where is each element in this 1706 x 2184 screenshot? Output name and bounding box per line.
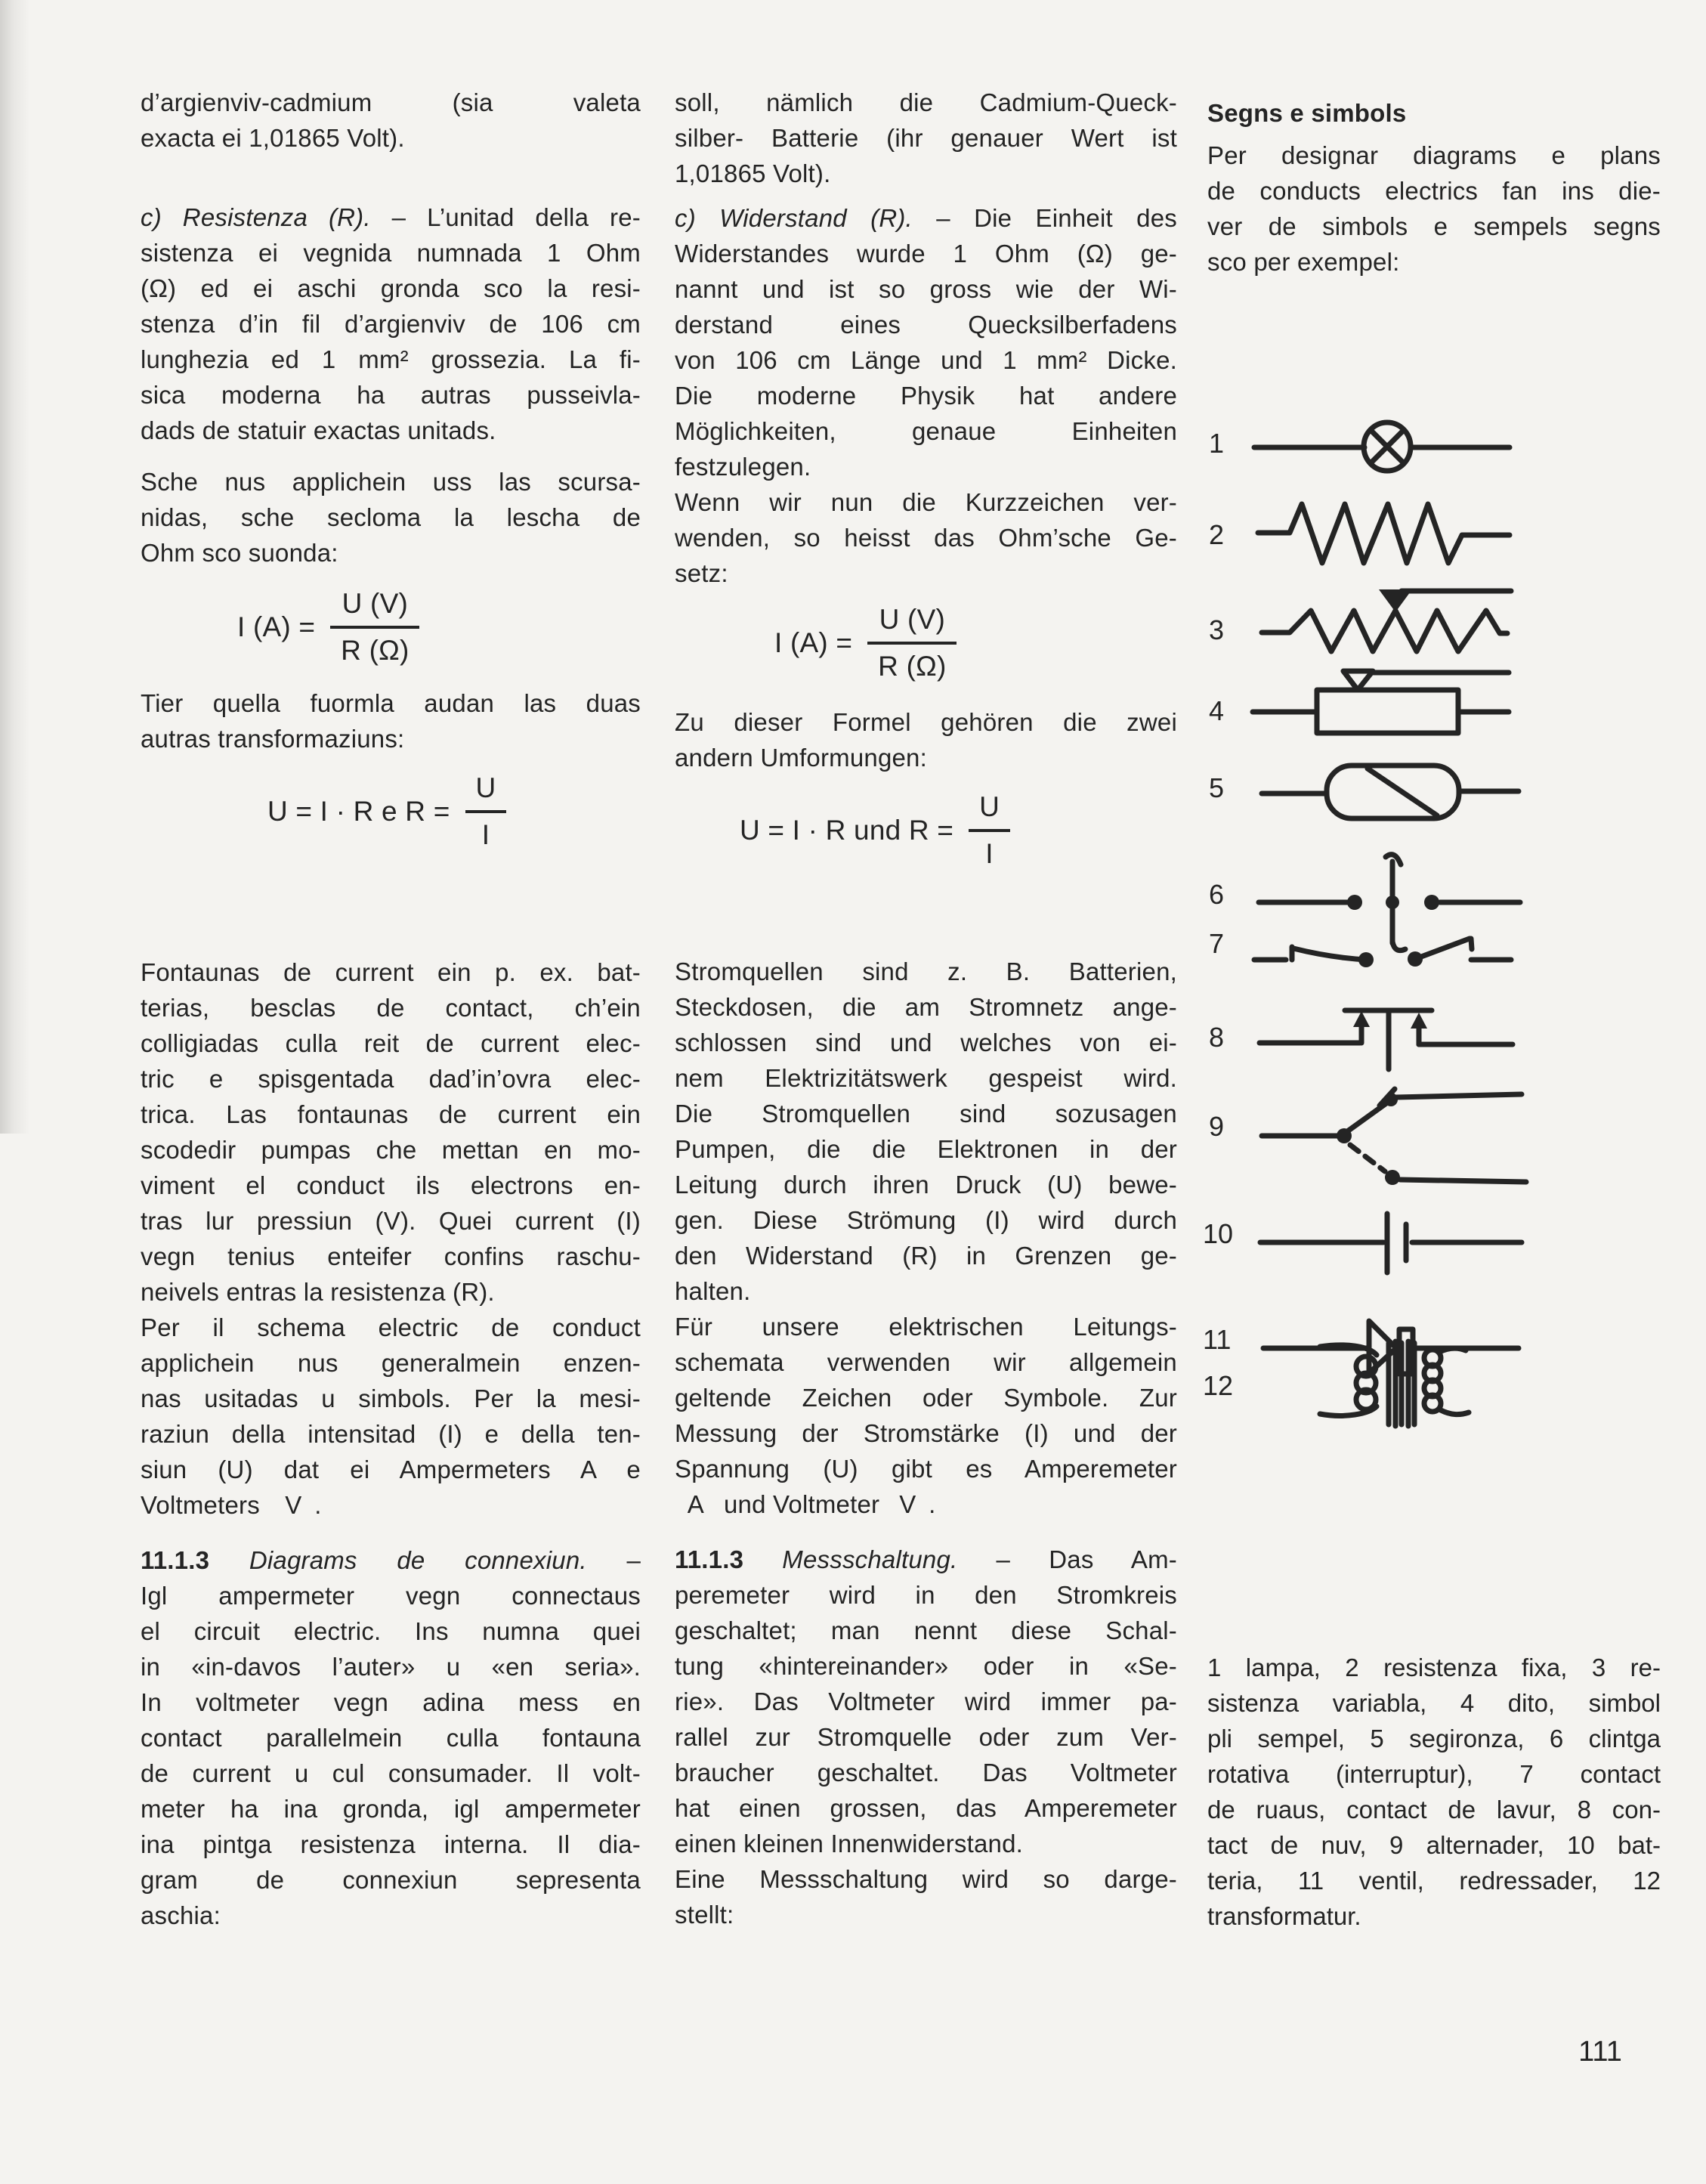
text-line: sistenza variabla, 4 dito, simbol [1207, 1689, 1661, 1717]
symbol-number-3: 3 [1209, 614, 1225, 645]
text-line: Möglichkeiten, genaue Einheiten [675, 417, 1177, 445]
text-line: silber- Batterie (ihr genauer Wert ist [675, 124, 1177, 152]
text-line: Ohm sco suonda: [141, 539, 338, 567]
symbol-number-1: 1 [1209, 428, 1225, 459]
text-line: wenden, so heisst das Ohm’sche Ge- [675, 524, 1177, 552]
text-line: Tier quella fuormla audan las duas [141, 689, 641, 717]
text-line: Leitung durch ihren Druck (U) bewe- [675, 1171, 1177, 1199]
text-line: Die moderne Physik hat andere [675, 382, 1177, 410]
paragraph-resistenza: c) Resistenza (R). – L’unitad della re- sistenza ei vegnida numnada 1 Ohm (Ω) ed ei aschi gronda sco la resi- stenza d’in fil d’argienviv de 106 cm lunghezia ed 1 mm² grossezia. La fi- sica moderna ha autras pusseivla- dads de statuir exactas unitads. [141, 200, 641, 448]
text-line: nem Elektrizitätswerk gespeist wird. [675, 1064, 1177, 1092]
text-line: teria, 11 ventil, redressader, 12 [1207, 1867, 1661, 1895]
text-line: lunghezia ed 1 mm² grossezia. La fi- [141, 345, 641, 373]
text-line: gram de connexiun sepresenta [141, 1866, 641, 1894]
text-line: geschaltet; man nennt diese Schal- [675, 1616, 1177, 1644]
symbol-number-4: 4 [1209, 695, 1225, 726]
section-11-1-3-romansh: 11.1.3 Diagrams de connexiun. – Igl ampermeter vegn connectaus el circuit electric. Ins numna quei in «in-davos l’auter» u «en seria». In voltmeter vegn adina mess en contact parallelmein culla fontauna de current u cul consumader. Il volt- meter ha ina gronda, igl ampermeter ina pintga resistenza interna. Il dia- gram de connexiun sepresenta aschia: [141, 1542, 641, 1933]
text-line: exacta ei 1,01865 Volt). [141, 124, 405, 152]
text-line: Per il schema electric de conduct [141, 1313, 641, 1341]
text-line: hat einen grossen, das Amperemeter [675, 1794, 1177, 1822]
text-line: geltende Zeichen oder Symbole. Zur [675, 1384, 1177, 1412]
text-line: de conducts electrics fan ins die- [1207, 177, 1661, 205]
text-line: Für unsere elektrischen Leitungs- [675, 1313, 1177, 1341]
text-line: tras lur pressiun (V). Quei current (I) [141, 1207, 641, 1235]
text-line: halten. [675, 1277, 751, 1305]
text-line: andern Umformungen: [675, 744, 927, 772]
text-line: Igl ampermeter vegn connectaus [141, 1582, 641, 1610]
transformer-icon [1247, 1334, 1534, 1436]
text-line: de ruaus, contact de lavur, 8 con- [1207, 1796, 1661, 1824]
formula-lhs: U = I · R e R = [267, 796, 450, 827]
text-line: terias, besclas de contact, ch’ein [141, 994, 641, 1022]
variable-resistor-icon [1247, 582, 1534, 657]
italic-lead: c) Resistenza (R). [141, 203, 371, 231]
section-number: 11.1.3 [675, 1545, 744, 1573]
text-line: (Ω) ed ei aschi gronda sco la resi- [141, 274, 641, 302]
text-line: stenza d’in fil d’argienviv de 106 cm [141, 310, 641, 338]
text-line: Voltmeters V . [141, 1491, 322, 1519]
symbol-number-7: 7 [1209, 928, 1225, 959]
battery-icon [1247, 1194, 1534, 1281]
text-line: rie». Das Voltmeter wird immer pa- [675, 1687, 1177, 1715]
symbol-number-6: 6 [1209, 879, 1225, 910]
lamp-icon [1247, 417, 1534, 481]
text-line: Stromquellen sind z. B. Batterien, [675, 957, 1177, 985]
text-line: gen. Diese Strömung (I) wird durch [675, 1206, 1177, 1234]
fraction: $\frac{U (V)}{R (\Omega)}$ [867, 603, 957, 683]
symbol-number-11: 11 [1203, 1324, 1232, 1355]
text-line: einen kleinen Innenwiderstand. [675, 1830, 1023, 1858]
text-line: applichein nus generalmein enzen- [141, 1349, 641, 1377]
symbol-number-8: 8 [1209, 1022, 1225, 1053]
symbol-number-10: 10 [1203, 1218, 1234, 1249]
paragraph-widerstand: c) Widerstand (R). – Die Einheit des Widerstandes wurde 1 Ohm (Ω) ge- nannt und ist so gross wie der Wi- derstand eines Quecksilberfadens von 106 cm Länge und 1 mm² Dicke. Die moderne Physik hat andere Möglichkeiten, genaue Einheiten festzulegen. [675, 200, 1177, 484]
text-line: Eine Messschaltung wird so darge- [675, 1865, 1177, 1893]
text-line: Spannung (U) gibt es Amperemeter [675, 1455, 1177, 1483]
symbol-number-2: 2 [1209, 519, 1225, 550]
text-line: nannt und ist so gross wie der Wi- [675, 275, 1177, 303]
potentiometer-icon [1247, 661, 1534, 741]
section-11-1-3-german: 11.1.3 Messschaltung. – Das Am- peremeter wird in den Stromkreis geschaltet; man nennt diese Schal- tung «hintereinander» oder in «Se- rie». Das Voltmeter wird immer pa- rallel zur Stromquelle oder zum Ver- braucher geschaltet. Das Voltmeter hat einen grossen, das Amperemeter einen kleinen Innenwiderstand. [675, 1542, 1177, 1861]
text-line: braucher geschaltet. Das Voltmeter [675, 1759, 1177, 1786]
text-line: 1,01865 Volt). [675, 159, 831, 187]
text-line: sco per exempel: [1207, 248, 1400, 276]
text-line: peremeter wird in den Stromkreis [675, 1581, 1177, 1609]
text-line: von 106 cm Länge und 1 mm² Dicke. [675, 346, 1177, 374]
text-line: stellt: [675, 1901, 734, 1929]
text-line: el circuit electric. Ins numna quei [141, 1617, 641, 1645]
text-line: Fontaunas de current ein p. ex. bat- [141, 958, 641, 986]
section-title: Messschaltung. [743, 1545, 958, 1573]
text-line: viment el conduct ils electrons en- [141, 1171, 641, 1199]
rest-contact-icon [1247, 926, 1534, 986]
text-line: neivels entras la resistenza (R). [141, 1278, 495, 1306]
symbols-heading: Segns e simbols [1207, 99, 1407, 127]
text-line: Per designar diagrams e plans [1207, 141, 1661, 169]
text-line: A und Voltmeter V . [675, 1490, 936, 1518]
text-line: schemata verwenden wir allgemein [675, 1348, 1177, 1376]
push-contact-icon [1247, 1001, 1534, 1077]
text-line: in «in-davos l’auter» u «en seria». [141, 1653, 641, 1681]
text-line: autras transformaziuns: [141, 725, 405, 753]
text-line: den Widerstand (R) in Grenzen ge- [675, 1242, 1177, 1270]
text-line: aschia: [141, 1901, 221, 1929]
text-line: sica moderna ha autras pusseivla- [141, 381, 641, 409]
italic-lead: c) Widerstand (R). [675, 204, 913, 232]
symbol-number-9: 9 [1209, 1111, 1225, 1142]
text-line: rotativa (interruptur), 7 contact [1207, 1760, 1661, 1788]
text-line: ver de simbols e sempels segns [1207, 212, 1661, 240]
fixed-resistor-icon [1247, 495, 1534, 574]
text-line: tung «hintereinander» oder in «Se- [675, 1652, 1177, 1680]
symbols-caption [1207, 1650, 1661, 1934]
text-line: In voltmeter vegn adina mess en [141, 1688, 641, 1716]
fraction: $\frac{U}{I}$ [465, 772, 507, 852]
text-line: sistenza ei vegnida numnada 1 Ohm [141, 239, 641, 267]
fraction: $\frac{U (V)}{R (\Omega)}$ [330, 587, 419, 667]
changeover-switch-icon [1247, 1084, 1534, 1190]
text-line: Widerstandes wurde 1 Ohm (Ω) ge- [675, 240, 1177, 268]
text-line: derstand eines Quecksilberfadens [675, 311, 1177, 339]
text-line: Wenn wir nun die Kurzzeichen ver- [675, 488, 1177, 516]
text-line: vegn tenius enteifer confins raschu- [141, 1242, 641, 1270]
text-line: Zu dieser Formel gehören die zwei [675, 708, 1177, 736]
fraction: $\frac{U}{I}$ [969, 790, 1010, 871]
text-line: d’argienviv-cadmium (sia valeta [141, 88, 641, 116]
section-number: 11.1.3 [141, 1546, 210, 1574]
symbol-number-5: 5 [1209, 772, 1225, 803]
text-line: Messung der Stromstärke (I) und der [675, 1419, 1177, 1447]
symbol-number-12: 12 [1203, 1370, 1234, 1401]
text-line: meter ha ina gronda, igl ampermeter [141, 1795, 641, 1823]
text-line: 1 lampa, 2 resistenza fixa, 3 re- [1207, 1653, 1661, 1681]
text-line: tact de nuv, 9 alternader, 10 bat- [1207, 1831, 1661, 1859]
text-line: nas usitadas u simbols. Per la mesi- [141, 1384, 641, 1412]
text-line: Pumpen, die die Elektronen in der [675, 1135, 1177, 1163]
section-title: Diagrams de connexiun. [209, 1546, 587, 1574]
text-line: festzulegen. [675, 453, 811, 481]
text-line: rallel zur Stromquelle oder zum Ver- [675, 1723, 1177, 1751]
fuse-icon [1247, 756, 1534, 828]
text-line: Die Stromquellen sind sozusagen [675, 1100, 1177, 1128]
text-line: colligiadas culla reit de current elec- [141, 1029, 641, 1057]
text-line: dads de statuir exactas unitads. [141, 416, 496, 444]
text-line: pli sempel, 5 segironza, 6 clintga [1207, 1725, 1661, 1752]
text-line: trica. Las fontaunas de current ein [141, 1100, 641, 1128]
text-line: transformatur. [1207, 1902, 1361, 1930]
page-number: 111 [1578, 2036, 1622, 2068]
text-line: Steckdosen, die am Stromnetz ange- [675, 993, 1177, 1021]
text-line: contact parallelmein culla fontauna [141, 1724, 641, 1752]
formula-lhs: I (A) = [774, 627, 853, 658]
text-line: raziun della intensitad (I) e della ten- [141, 1420, 641, 1448]
text-line: ina pintga resistenza interna. Il dia- [141, 1830, 641, 1858]
formula-lhs: I (A) = [237, 611, 316, 642]
text-line: scodedir pumpas che mettan en mo- [141, 1136, 641, 1164]
text-line: tric e spisgentada dad’in’ovra elec- [141, 1065, 641, 1093]
text-line: nidas, sche secloma la lescha de [141, 503, 641, 531]
formula-lhs: U = I · R und R = [740, 815, 954, 846]
text-line: Sche nus applichein uss las scursa- [141, 468, 641, 496]
text-line: siun (U) dat ei Ampermeters A e [141, 1455, 641, 1483]
text-line: setz: [675, 559, 728, 587]
text-line: soll, nämlich die Cadmium-Queck- [675, 88, 1177, 116]
text-line: de current u cul consumader. Il volt- [141, 1759, 641, 1787]
text-line: schlossen sind und welches von ei- [675, 1029, 1177, 1056]
